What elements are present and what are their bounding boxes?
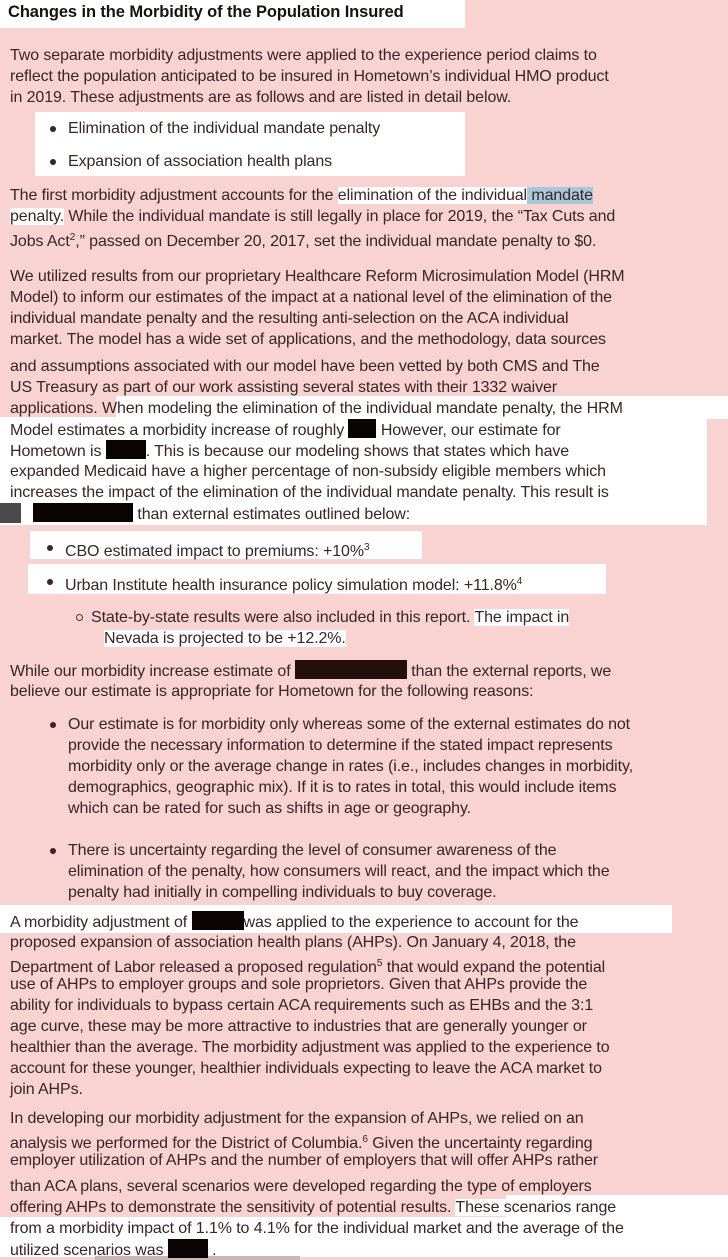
bullet-marker-icon bbox=[50, 159, 56, 165]
sub-bullet-marker-icon bbox=[76, 614, 83, 621]
selected-text: mandate bbox=[527, 187, 593, 204]
highlighted-text: Nevada is projected to be +12.2%. bbox=[104, 630, 346, 647]
text-run: We utilized results from our proprietary Healthcare Reform Microsimulation Model (HRM bbox=[10, 268, 625, 285]
text-line bbox=[0, 995, 728, 1016]
text-run: Elimination of the individual mandate penalty bbox=[68, 120, 381, 137]
text-run: provide the necessary information to determine if the stated impact represents bbox=[68, 737, 613, 754]
footnote-superscript: 3 bbox=[363, 542, 370, 553]
text-run: US Treasury as part of our work assisting several states with their 1332 waiver bbox=[10, 379, 557, 396]
text-run: proposed expansion of association health plans (AHPs). On January 4, 2018, the bbox=[10, 934, 576, 951]
redaction-box bbox=[33, 503, 133, 522]
text-line bbox=[0, 206, 728, 227]
text-run: There is uncertainty regarding the level of consumer awareness of the bbox=[68, 842, 557, 859]
text-line bbox=[0, 861, 728, 882]
text-line bbox=[0, 1150, 728, 1171]
text-run: expanded Medicaid have a higher percentage of non-subsidy eligible members which bbox=[10, 463, 606, 480]
highlighted-text: These scenarios range bbox=[455, 1199, 617, 1216]
text-run: reflect the population anticipated to be insured in Hometown’s individual HMO product bbox=[10, 68, 609, 85]
redaction-box bbox=[106, 440, 146, 459]
highlighted-text: penalty. bbox=[10, 208, 65, 225]
text-line bbox=[0, 571, 728, 592]
text-run: . bbox=[207, 1242, 217, 1259]
text-line bbox=[0, 735, 728, 756]
text-run: Expansion of association health plans bbox=[68, 153, 333, 170]
text-line bbox=[0, 537, 728, 558]
text-run: and assumptions associated with our model have been vetted by both CMS and The bbox=[10, 358, 600, 375]
text-line bbox=[0, 932, 728, 953]
text-run: However, our estimate for bbox=[376, 422, 561, 439]
text-line bbox=[0, 798, 728, 819]
text-run: Two separate morbidity adjustments were applied to the experience period claims to bbox=[10, 47, 597, 64]
text-run: The first morbidity adjustment accounts for the bbox=[10, 187, 338, 204]
text-line bbox=[0, 1108, 728, 1129]
bullet-marker-icon bbox=[50, 848, 56, 854]
footnote-superscript: 6 bbox=[362, 1134, 368, 1145]
text-line bbox=[0, 461, 728, 482]
text-run: than external estimates outlined below: bbox=[133, 506, 411, 523]
text-run: employer utilization of AHPs and the number of employers that will offer AHPs rather bbox=[10, 1152, 599, 1169]
text-run: Model estimates a morbidity increase of roughly bbox=[10, 422, 349, 439]
text-run: applications. When modeling the elimination of the individual mandate penalty, the HRM bbox=[10, 400, 623, 417]
text-line bbox=[0, 266, 728, 287]
text-run: In developing our morbidity adjustment for the expansion of AHPs, we relied on an bbox=[10, 1110, 584, 1127]
text-line bbox=[0, 329, 728, 350]
text-run: Hometown is bbox=[10, 443, 106, 460]
redaction-box bbox=[348, 419, 376, 438]
text-run: which can be rated for such as shifts in age or geography. bbox=[68, 800, 472, 817]
text-run: in 2019. These adjustments are as follows and are listed in detail below. bbox=[10, 89, 512, 106]
text-run: market. The model has a wide set of applications, and the methodology, data sources bbox=[10, 331, 606, 348]
text-line bbox=[0, 356, 728, 377]
redaction-box bbox=[168, 1239, 208, 1258]
text-run: offering AHPs to demonstrate the sensitivity of potential results. bbox=[10, 1199, 456, 1216]
text-run: believe our estimate is appropriate for Hometown for the following reasons: bbox=[10, 683, 534, 700]
text-run: age curve, these may be more attractive to industries that are generally younger or bbox=[10, 1018, 587, 1035]
text-run: Urban Institute health insurance policy simulation model: +11.8% bbox=[65, 577, 517, 594]
text-line bbox=[0, 756, 728, 777]
footnote-superscript: 4 bbox=[516, 576, 523, 587]
text-run: analysis we performed for the District of Columbia. bbox=[10, 1135, 363, 1152]
text-line bbox=[0, 911, 728, 932]
text-run: Model) to inform our estimates of the impact at a national level of the elimination of the bbox=[10, 289, 612, 306]
highlighted-text: The impact in bbox=[474, 609, 570, 626]
redaction-box bbox=[192, 911, 244, 930]
text-run: join AHPs. bbox=[10, 1081, 83, 1098]
text-line bbox=[0, 151, 728, 172]
text-run: demographics, geographic mix). If it is to rates in total, this would include items bbox=[68, 779, 617, 796]
page-title: Changes in the Morbidity of the Population Insured bbox=[8, 3, 404, 21]
text-line bbox=[0, 440, 728, 461]
highlighted-text: elimination of the individual bbox=[337, 187, 528, 204]
text-run: While our morbidity increase estimate of bbox=[10, 663, 295, 680]
text-line bbox=[0, 1218, 728, 1239]
text-run: utilized scenarios was bbox=[10, 1242, 168, 1259]
text-line bbox=[0, 398, 728, 419]
bullet-marker-icon bbox=[47, 545, 53, 551]
text-run: use of AHPs to employer groups and sole proprietors. Given that AHPs provide the bbox=[10, 976, 588, 993]
footnote-superscript: 5 bbox=[376, 958, 383, 969]
text-run: penalty had initially in compelling individuals to buy coverage. bbox=[68, 884, 497, 901]
text-line bbox=[0, 87, 728, 108]
text-line bbox=[0, 714, 728, 735]
text-line bbox=[0, 419, 728, 440]
text-line bbox=[0, 287, 728, 308]
text-run: individual mandate penalty and the resulting anti-selection on the ACA individual bbox=[10, 310, 569, 327]
text-line bbox=[0, 1058, 728, 1079]
text-line bbox=[0, 308, 728, 329]
text-line bbox=[0, 185, 728, 206]
text-run: account for these younger, healthier individuals expecting to leave the ACA market to bbox=[10, 1060, 602, 1077]
text-line bbox=[0, 882, 728, 903]
text-run: ability for individuals to bypass certain ACA requirements such as EHBs and the 3:1 bbox=[10, 997, 594, 1014]
text-line bbox=[0, 1129, 728, 1150]
redaction-box bbox=[295, 660, 407, 679]
text-line bbox=[0, 1197, 728, 1218]
text-line bbox=[0, 777, 728, 798]
text-line bbox=[0, 1239, 728, 1260]
text-run: from a morbidity impact of 1.1% to 4.1% for the individual market and the average of the bbox=[10, 1220, 624, 1237]
text-run: morbidity only or the average change in rates (i.e., includes changes in morbidity, bbox=[68, 758, 634, 775]
footnote-superscript: 2 bbox=[69, 232, 76, 243]
text-run: Our estimate is for morbidity only whereas some of the external estimates do not bbox=[68, 716, 631, 733]
text-line bbox=[0, 681, 728, 702]
bullet-marker-icon bbox=[50, 126, 56, 132]
bullet-marker-icon bbox=[47, 579, 53, 585]
text-run: . This is because our modeling shows that states which have bbox=[145, 443, 570, 460]
text-run: While the individual mandate is still legally in place for 2019, the “Tax Cuts and bbox=[64, 208, 616, 225]
text-line bbox=[0, 974, 728, 995]
text-line bbox=[0, 840, 728, 861]
text-line bbox=[0, 607, 728, 628]
text-line bbox=[0, 953, 728, 974]
text-line bbox=[0, 1016, 728, 1037]
text-line bbox=[0, 45, 728, 66]
text-line bbox=[0, 1079, 728, 1100]
text-line bbox=[0, 1037, 728, 1058]
text-run: increases the impact of the elimination of the individual mandate penalty. This result is bbox=[10, 484, 609, 501]
text-line bbox=[0, 482, 728, 503]
text-run: CBO estimated impact to premiums: +10% bbox=[65, 543, 364, 560]
text-run: Given the uncertainty regarding bbox=[367, 1135, 593, 1152]
text-line bbox=[0, 66, 728, 87]
text-run: Department of Labor released a proposed regulation bbox=[10, 959, 377, 976]
text-run: than ACA plans, several scenarios were developed regarding the type of employers bbox=[10, 1178, 592, 1195]
text-run: that would expand the potential bbox=[382, 959, 606, 976]
text-line bbox=[0, 660, 728, 681]
gray-redaction-box bbox=[0, 503, 21, 523]
text-line bbox=[0, 628, 728, 649]
text-run: ,” passed on December 20, 2017, set the individual mandate penalty to $0. bbox=[75, 233, 597, 250]
text-run: was applied to the experience to account for the bbox=[243, 914, 579, 931]
bullet-marker-icon bbox=[50, 722, 56, 728]
text-run: A morbidity adjustment of bbox=[10, 914, 192, 931]
text-run: than the external reports, we bbox=[406, 663, 612, 680]
text-line bbox=[0, 377, 728, 398]
text-run: healthier than the average. The morbidity adjustment was applied to the experience to bbox=[10, 1039, 610, 1056]
text-line bbox=[0, 1176, 728, 1197]
text-line bbox=[0, 227, 728, 248]
text-run: Jobs Act bbox=[10, 233, 70, 250]
text-run: State-by-state results were also included in this report. bbox=[91, 609, 475, 626]
text-line bbox=[0, 118, 728, 139]
text-line bbox=[0, 503, 728, 524]
text-run: elimination of the penalty, how consumers will react, and the impact which the bbox=[68, 863, 610, 880]
